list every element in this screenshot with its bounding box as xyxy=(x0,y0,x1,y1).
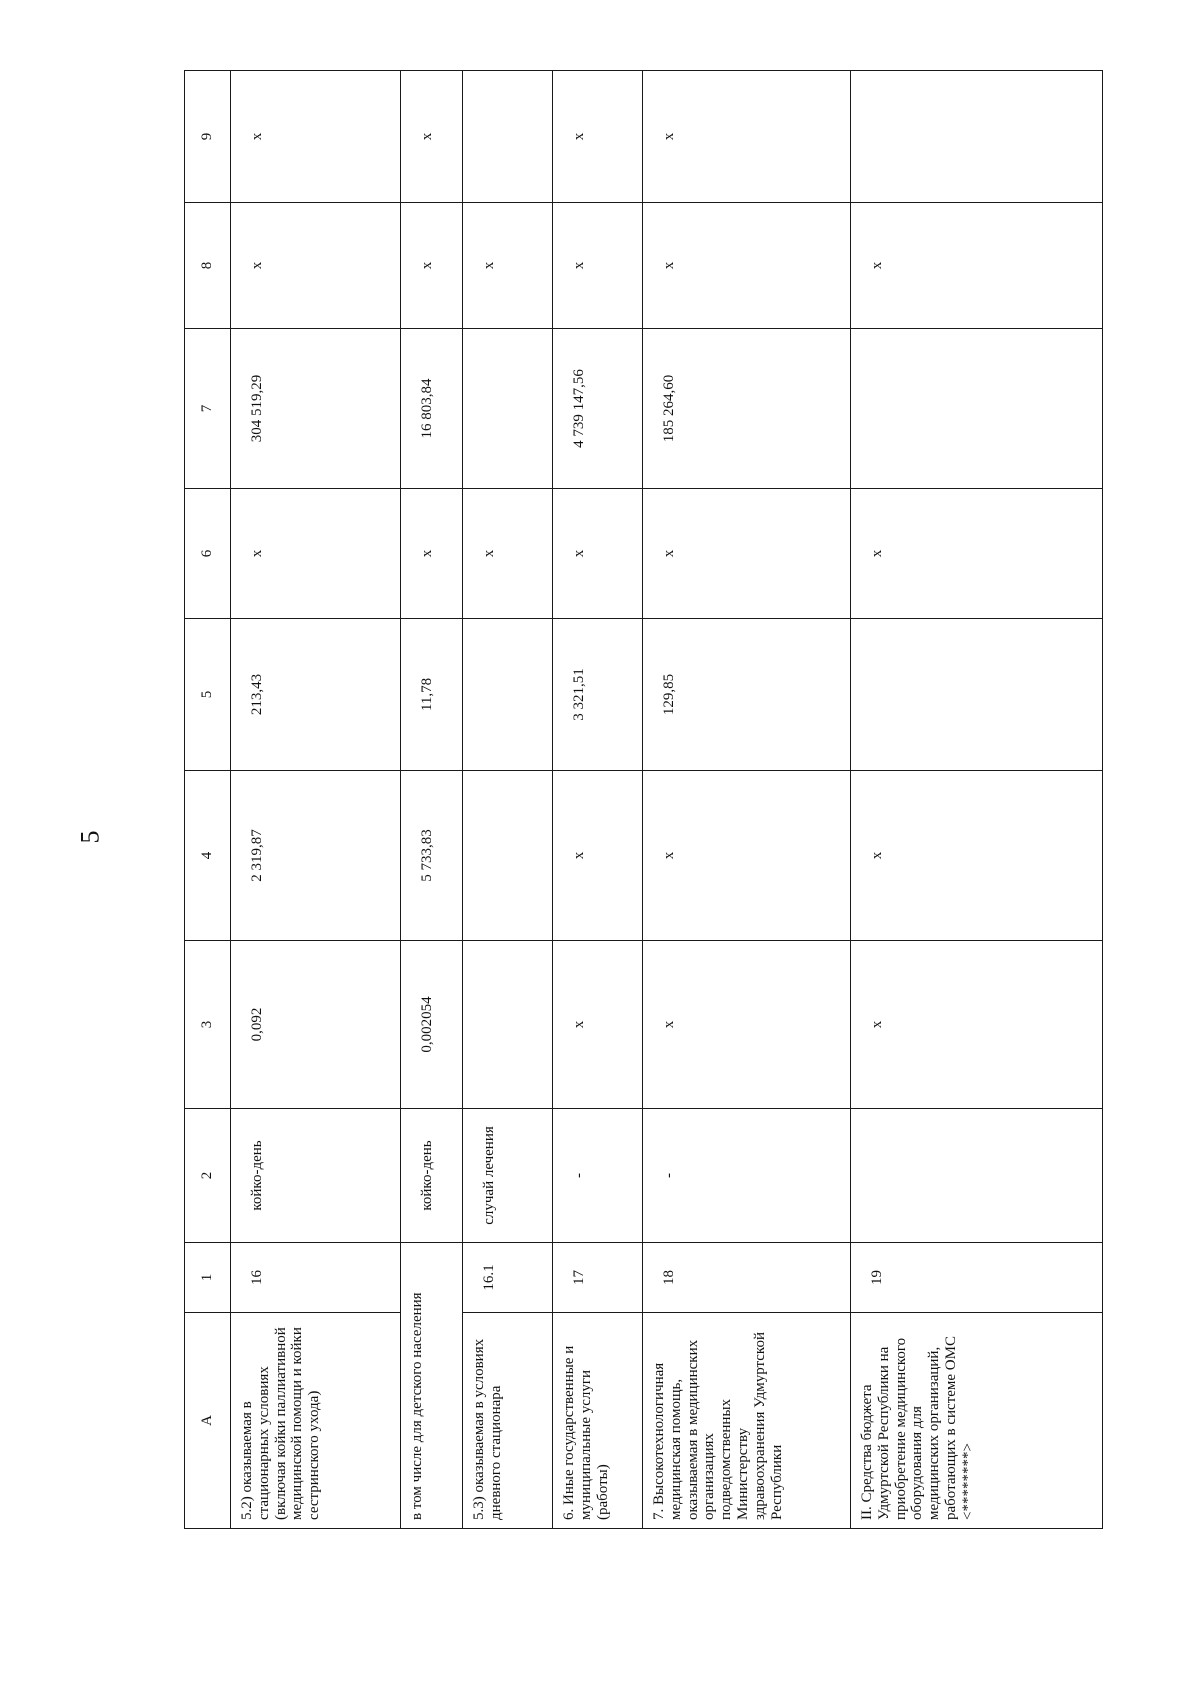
cell-col-3: x xyxy=(643,941,851,1109)
column-header: 8 xyxy=(185,203,231,329)
row-unit: койко-день xyxy=(401,1109,463,1243)
column-header: 1 xyxy=(185,1243,231,1313)
column-header: 3 xyxy=(185,941,231,1109)
column-header: 5 xyxy=(185,619,231,771)
row-label: 5.2) оказываемая в стационарных условиях (включая койки паллиативной медицинской помощи и койки сестринского ухода) xyxy=(231,1313,401,1529)
column-header: 4 xyxy=(185,771,231,941)
cell-col-7 xyxy=(851,329,1103,489)
column-header: 7 xyxy=(185,329,231,489)
row-code: 16 xyxy=(231,1243,401,1313)
cell-col-7: 304 519,29 xyxy=(231,329,401,489)
row-code: 19 xyxy=(851,1243,1103,1313)
cell-col-4: 2 319,87 xyxy=(231,771,401,941)
cell-col-7: 185 264,60 xyxy=(643,329,851,489)
cell-col-3: x xyxy=(851,941,1103,1109)
cell-col-4: x xyxy=(553,771,643,941)
cell-col-4: x xyxy=(643,771,851,941)
cell-col-9: x xyxy=(553,71,643,203)
row-code: 18 xyxy=(643,1243,851,1313)
row-label: 5.3) оказываемая в условиях дневного стационара xyxy=(463,1313,553,1529)
row-unit xyxy=(851,1109,1103,1243)
cell-col-7 xyxy=(463,329,553,489)
cell-col-8: x xyxy=(401,203,463,329)
cell-col-9 xyxy=(851,71,1103,203)
table-row xyxy=(553,71,643,1529)
cell-col-5 xyxy=(851,619,1103,771)
cell-col-3: 0,002054 xyxy=(401,941,463,1109)
cell-col-3 xyxy=(463,941,553,1109)
data-table xyxy=(184,70,1103,1529)
table-row xyxy=(231,71,401,1529)
cell-col-6: x xyxy=(463,489,553,619)
page-number: 5 xyxy=(75,830,105,844)
cell-col-8: x xyxy=(231,203,401,329)
row-label: 7. Высокотехнологичная медицинская помощь, оказываемая в медицинских организациях подведомственных Министерству здравоохранения Удмуртской Республики xyxy=(643,1313,851,1529)
cell-col-9: x xyxy=(643,71,851,203)
cell-col-4 xyxy=(463,771,553,941)
table-row xyxy=(643,71,851,1529)
cell-col-6: x xyxy=(643,489,851,619)
cell-col-5: 213,43 xyxy=(231,619,401,771)
column-header: 2 xyxy=(185,1109,231,1243)
cell-col-5: 11,78 xyxy=(401,619,463,771)
cell-col-3: 0,092 xyxy=(231,941,401,1109)
row-label: 6. Иные государственные и муниципальные услуги (работы) xyxy=(553,1313,643,1529)
cell-col-3: x xyxy=(553,941,643,1109)
cell-col-8: x xyxy=(553,203,643,329)
cell-col-7: 4 739 147,56 xyxy=(553,329,643,489)
cell-col-8: x xyxy=(463,203,553,329)
column-header: А xyxy=(185,1313,231,1529)
column-header: 6 xyxy=(185,489,231,619)
cell-col-9: x xyxy=(231,71,401,203)
row-code: 16.1 xyxy=(463,1243,553,1313)
row-unit: случай лечения xyxy=(463,1109,553,1243)
cell-col-6: x xyxy=(851,489,1103,619)
cell-col-4: 5 733,83 xyxy=(401,771,463,941)
table-row xyxy=(463,71,553,1529)
cell-col-6: x xyxy=(401,489,463,619)
column-header: 9 xyxy=(185,71,231,203)
cell-col-9 xyxy=(463,71,553,203)
row-label: в том числе для детского населения xyxy=(401,1243,463,1529)
cell-col-5: 129,85 xyxy=(643,619,851,771)
cell-col-5 xyxy=(463,619,553,771)
row-unit: - xyxy=(643,1109,851,1243)
table-row xyxy=(401,71,463,1529)
cell-col-9: x xyxy=(401,71,463,203)
row-code: 17 xyxy=(553,1243,643,1313)
cell-col-5: 3 321,51 xyxy=(553,619,643,771)
cell-col-8: x xyxy=(851,203,1103,329)
cell-col-8: x xyxy=(643,203,851,329)
cell-col-4: x xyxy=(851,771,1103,941)
row-unit: - xyxy=(553,1109,643,1243)
cell-col-7: 16 803,84 xyxy=(401,329,463,489)
row-label: II. Средства бюджета Удмуртской Республики на приобретение медицинского оборудования для медицинских организаций, работающих в системе ОМС <********> xyxy=(851,1313,1103,1529)
table-header-row xyxy=(185,71,231,1529)
cell-col-6: x xyxy=(231,489,401,619)
table-row xyxy=(851,71,1103,1529)
cell-col-6: x xyxy=(553,489,643,619)
data-table-wrapper xyxy=(184,71,1102,1529)
row-unit: койко-день xyxy=(231,1109,401,1243)
